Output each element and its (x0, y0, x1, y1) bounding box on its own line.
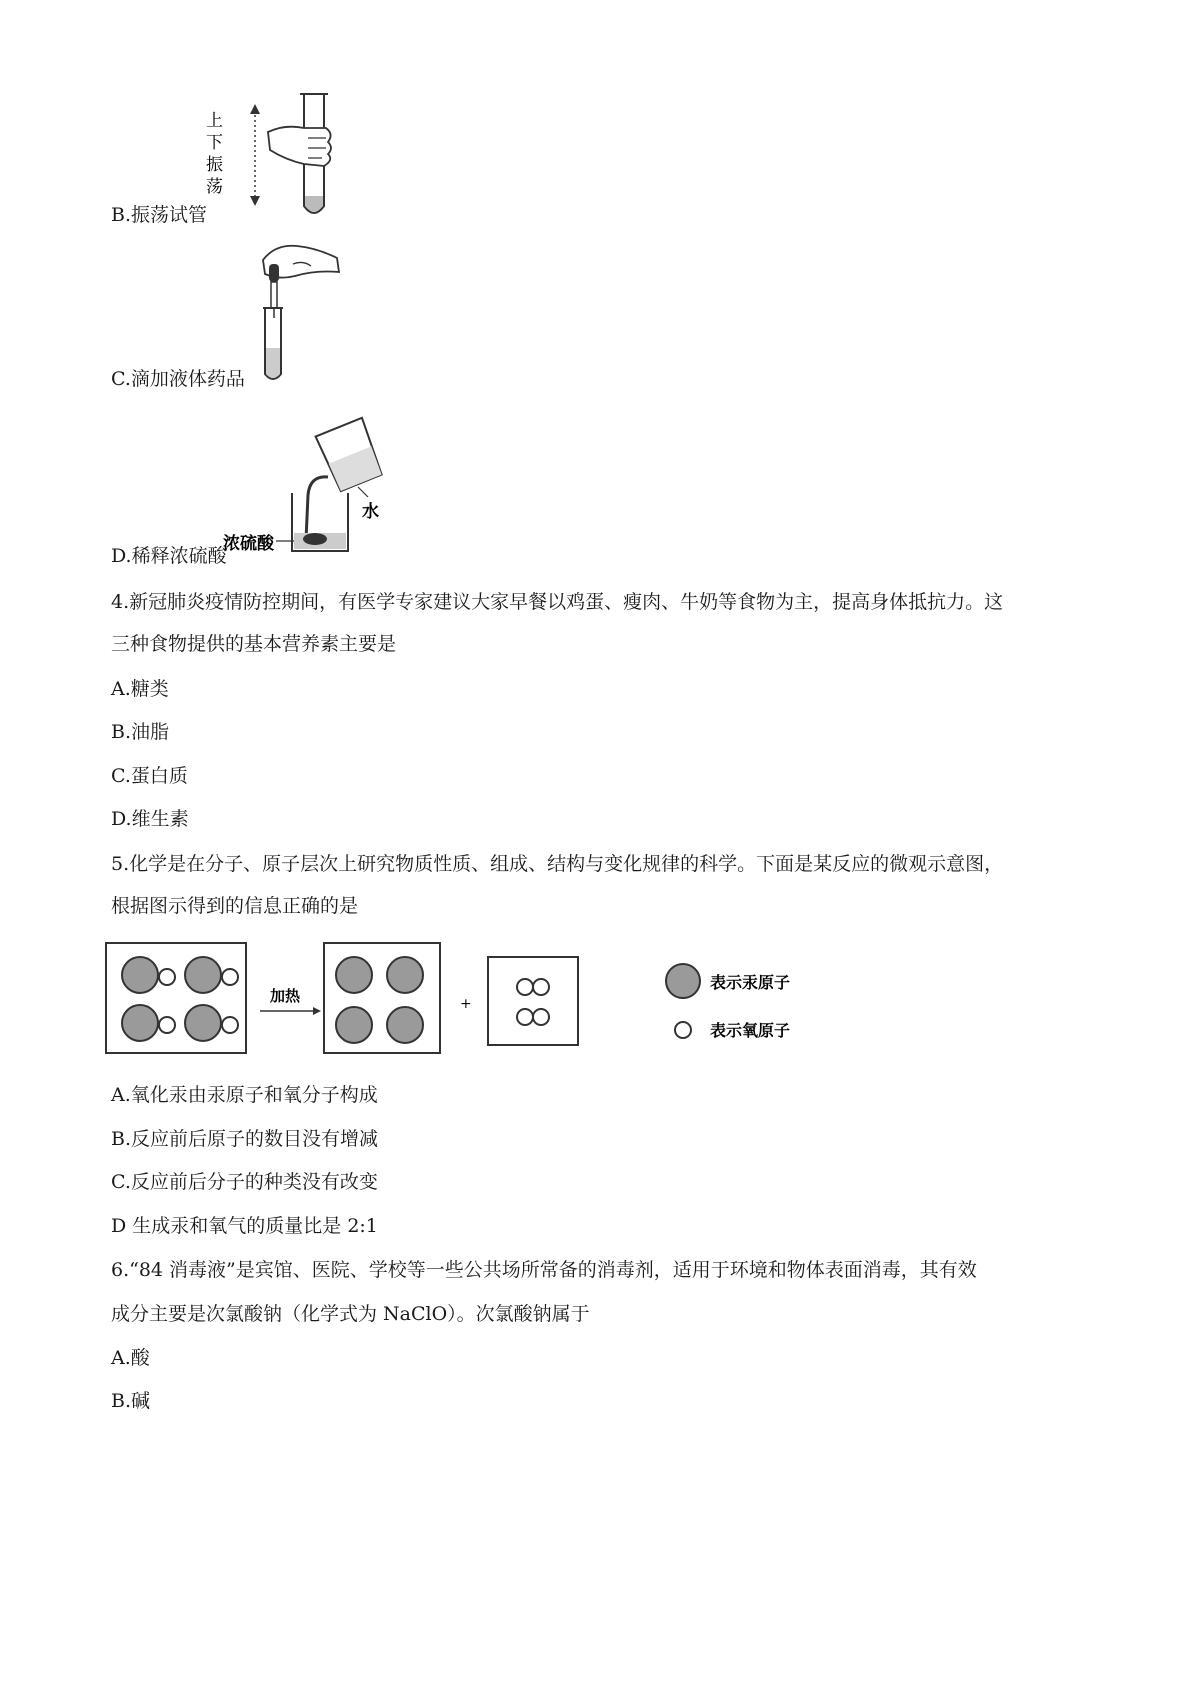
q4-stem-line1: 4.新冠肺炎疫情防控期间，有医学专家建议大家早餐以鸡蛋、瘦肉、牛奶等食物为主，提高身体抵抗力。这 (111, 591, 1004, 613)
shake-label-char: 下 (206, 133, 223, 153)
q6-stem-line2: 成分主要是次氯酸钠（化学式为 NaClO）。次氯酸钠属于 (111, 1303, 590, 1325)
q3-option-c: C.滴加液体药品 (111, 368, 245, 390)
dilute-acid-figure (220, 415, 395, 563)
shake-label-char: 上 (206, 111, 223, 131)
q6-option-a: A.酸 (111, 1347, 150, 1369)
shake-label-char: 荡 (206, 177, 223, 197)
q4-option-b: B.油脂 (111, 721, 170, 743)
q5-option-a: A.氧化汞由汞原子和氧分子构成 (111, 1084, 378, 1106)
q4-stem-line2: 三种食物提供的基本营养素主要是 (111, 633, 397, 655)
q4-option-d: D.维生素 (111, 808, 189, 830)
arrow-label: 加热 (270, 987, 301, 1005)
q5-stem-line2: 根据图示得到的信息正确的是 (111, 895, 359, 917)
legend-oxygen-label: 表示氧原子 (710, 1021, 791, 1040)
q4-option-c: C.蛋白质 (111, 765, 188, 787)
q5-option-b: B.反应前后原子的数目没有增减 (111, 1128, 379, 1150)
reaction-micro-diagram (100, 935, 820, 1065)
product-oxygen-box (488, 957, 578, 1045)
plus-sign: + (460, 996, 472, 1012)
water-label: 水 (362, 502, 379, 522)
q3-option-d: D.稀释浓硫酸 (111, 545, 227, 567)
q5-option-c: C.反应前后分子的种类没有改变 (111, 1171, 378, 1193)
shake-label-char: 振 (206, 155, 223, 175)
dropper-figure (245, 238, 345, 386)
legend-mercury-atom (666, 964, 700, 998)
q5-stem-line1: 5.化学是在分子、原子层次上研究物质性质、组成、结构与变化规律的科学。下面是某反应的微观示意图， (111, 853, 1004, 875)
acid-label: 浓硫酸 (223, 534, 274, 554)
legend-oxygen-atom (675, 1022, 691, 1038)
shake-test-tube-figure (200, 88, 350, 223)
legend-mercury-label: 表示汞原子 (710, 973, 791, 992)
q5-option-d: D 生成汞和氧气的质量比是 2:1 (111, 1215, 378, 1237)
q6-option-b: B.碱 (111, 1390, 151, 1412)
q4-option-a: A.糖类 (111, 678, 169, 700)
q6-stem-line1: 6.“84 消毒液”是宾馆、医院、学校等一些公共场所常备的消毒剂，适用于环境和物体表面消毒，其有效 (111, 1259, 977, 1281)
q3-option-b: B.振荡试管 (111, 204, 208, 226)
